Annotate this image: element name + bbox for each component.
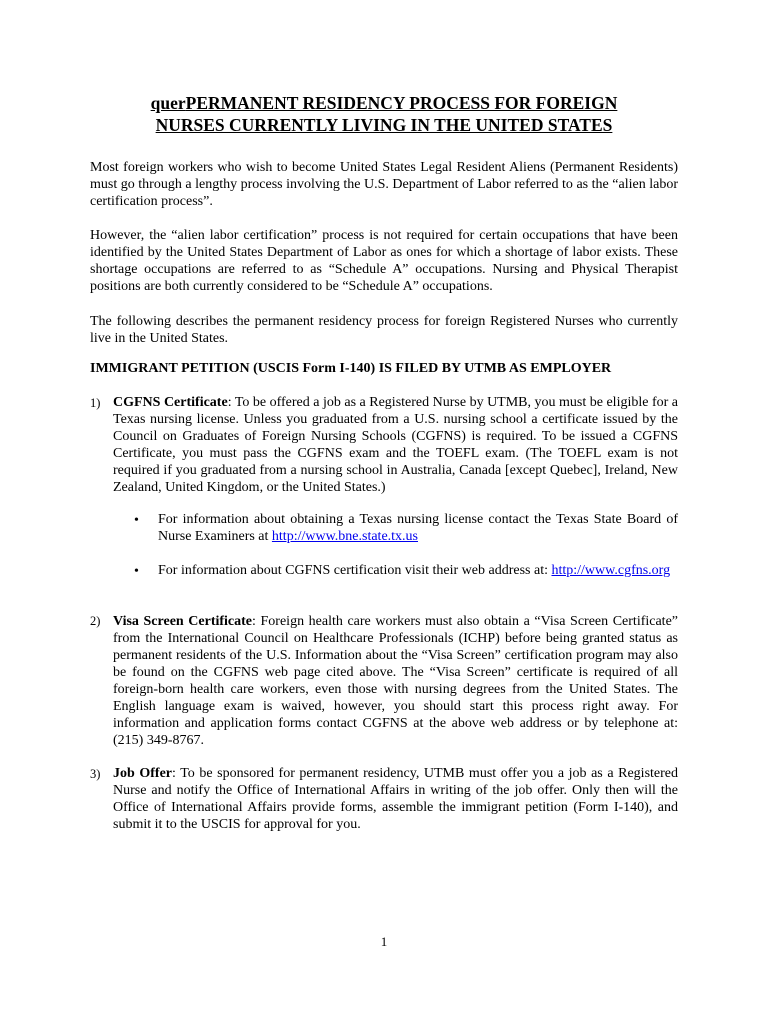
bullet-text: For information about obtaining a Texas nursing license contact the Texas State Board of Nurse Examiners at (158, 512, 678, 544)
bullet-cgfns-info (158, 562, 678, 579)
item-text: : Foreign health care workers must also obtain a “Visa Screen Certificate” from the International Council on Healthcare Professionals (ICHP) before being granted status as permanent residents of the U.S. Information about the “Visa Screen” certification program may also be found on the CGFNS web page cited above. The “Visa Screen” certificate is required of all foreign-born health care workers, even those with nursing degrees from the United States. The English language exam is waived, however, you should start this process right away. For information and application forms contact CGFNS at the above web address or by telephone at: (215) 349-8767. (113, 614, 678, 748)
section-heading: IMMIGRANT PETITION (USCIS Form I-140) IS FILED BY UTMB AS EMPLOYER (90, 361, 612, 376)
item-number: 1) (90, 396, 101, 410)
item-label: Job Offer (113, 766, 173, 781)
item-visa-screen-certificate (113, 613, 678, 749)
item-job-offer (113, 765, 678, 833)
bne-link[interactable]: http://www.bne.state.tx.us (271, 529, 418, 544)
intro-paragraph-1: Most foreign workers who wish to become United States Legal Resident Aliens (Permanent Residents) must go through a lengthy process involving the U.S. Department of Labor referred to as the “alien labor certification process”. (90, 160, 678, 209)
item-number: 3) (90, 767, 101, 781)
item-label: Visa Screen Certificate (113, 614, 253, 629)
bullet-glyph: • (134, 513, 139, 528)
page-number: 1 (380, 934, 388, 949)
intro-paragraph-2: However, the “alien labor certification” process is not required for certain occupations that have been identified by the United States Department of Labor as ones for which a shortage of labor exists. These shortage occupations are referred to as “Schedule A” occupations. Nursing and Physical Therapist positions are both currently considered to be “Schedule A” occupations. (90, 228, 678, 294)
intro-paragraph-3: The following describes the permanent residency process for foreign Registered Nurses who currently live in the United States. (90, 314, 678, 346)
cgfns-link[interactable]: http://www.cgfns.org (551, 563, 671, 578)
bullet-text: For information about CGFNS certification visit their web address at: (158, 563, 552, 578)
title-line-1: PERMANENT RESIDENCY PROCESS FOR FOREIGN (185, 93, 618, 113)
bullet-texas-license (158, 511, 678, 545)
title-line-2: NURSES CURRENTLY LIVING IN THE UNITED STATES (155, 115, 613, 135)
bullet-glyph: • (134, 564, 139, 579)
document-title (90, 92, 678, 136)
item-cgfns-certificate (113, 394, 678, 496)
title-prefix: quer (150, 93, 186, 113)
item-number: 2) (90, 614, 101, 628)
item-label: CGFNS Certificate (113, 395, 228, 410)
item-text: : To be sponsored for permanent residency, UTMB must offer you a job as a Registered Nurse and notify the Office of International Affairs in writing of the job offer. Only then will the Office of International Affairs provide forms, assemble the immigrant petition (Form I-140), and submit it to the USCIS for approval for you. (113, 766, 678, 832)
item-text: : To be offered a job as a Registered Nurse by UTMB, you must be eligible for a Texas nursing license. Unless you graduated from a U.S. nursing school a certificate issued by the Council on Graduates of Foreign Nursing Schools (CGFNS) is required. To be issued a CGFNS Certificate, you must pass the CGFNS exam and the TOEFL exam. (The TOEFL exam is not required if you graduated from a nursing school in Australia, Canada [except Quebec], Ireland, New Zealand, United Kingdom, or the United States.) (113, 395, 678, 495)
